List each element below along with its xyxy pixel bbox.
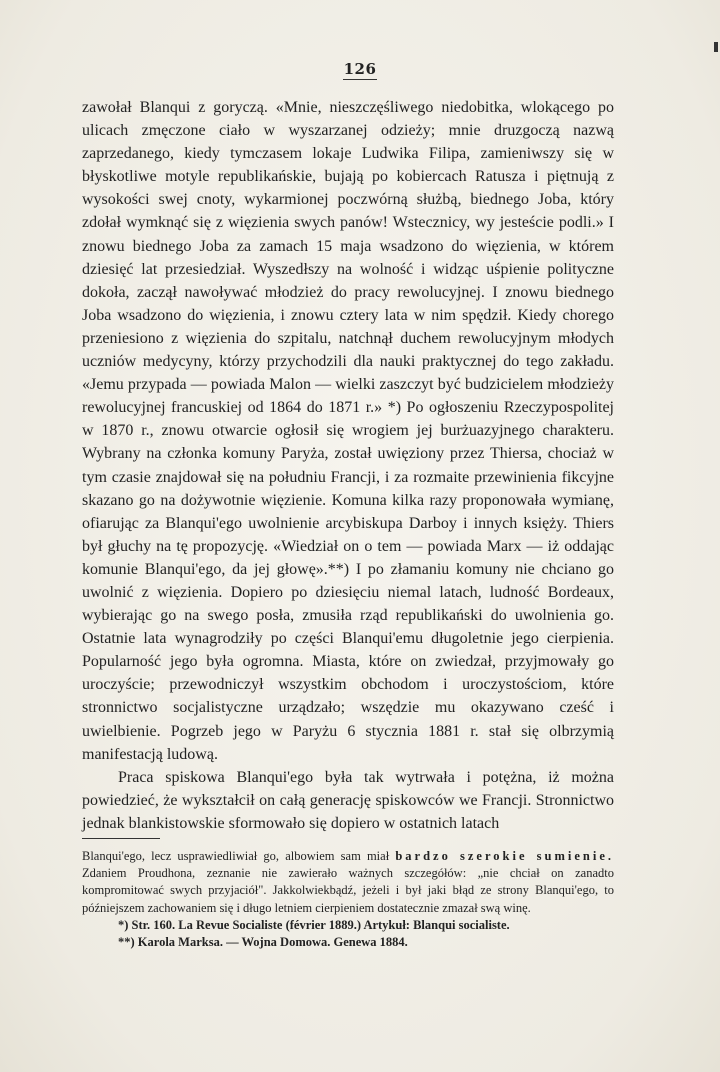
- footnote-continuation: [82, 848, 614, 917]
- page-number: [0, 60, 720, 80]
- paragraph-2: Praca spiskowa Blanqui'ego była tak wytrwała i potężna, iż można powiedzieć, że wykształcił on całą generację spiskowców we Francji. Stronnictwo jednak blankistowskie sformowało się dopiero w ostatnich latach: [82, 768, 614, 832]
- footnote-1: *) Str. 160. La Revue Socialiste (février 1889.) Artykuł: Blanqui socialiste.: [118, 917, 510, 932]
- footnote-continuation-end: Zdaniem Proudhona, zeznanie nie zawierało ważnych szczegółów: „nie chciał on zanadto kompromitować swych przyjaciół". Jakkolwiekbądź, jeżeli i był jaki błąd ze strony Blanqui'ego, to późniejszem zachowaniem się i długo letniem cierpieniem dostatecznie zmazał swą winę.: [82, 866, 614, 915]
- paragraph-1: zawołał Blanqui z goryczą. «Mnie, nieszczęśliwego niedobitka, wlokącego po ulicach zmęczone ciało w wyszarzanej odzieży; mnie druzgoczą nazwą zaprzedanego, kiedy tymczasem lokaje Ludwika Filipa, zamieniwszy się w błyskotliwe motyle republikańskie, bujają po kobiercach Ratusza i piętnują z wysokości swej cnoty, wykarmionej poczwórną służbą, biednego Joba, który zdołał wymknąć się z więzienia swych panów! Wstecznicy, wy jesteście podli.» I znowu biednego Joba za zamach 15 maja wsadzono do więzienia, w którem dziesięć lat przesiedział. Wyszedłszy na wolność i widząc uśpienie polityczne dokoła, zaczął nawoływać młodzież do pracy rewolucyjnej. I znowu biednego Joba wsadzono do więzienia, i znowu cztery lata w nim spędził. Kiedy chorego przeniesiono z więzienia do szpitalu, natchnął duchem rewolucyjnym młodych uczniów medycyny, którzy przychodzili dla nauki praktycznej do tego zakładu. «Jemu przypada — powiada Malon — wielki zaszczyt być budzicielem młodzieży rewolucyjnej francuskiej od 1864 do 1871 r.» *) Po ogłoszeniu Rzeczypospolitej w 1870 r., znowu otwarcie ogłosił się wrogiem jej burżuazyjnego charakteru. Wybrany na członka komuny Paryża, został uwięziony przez Thiersa, chociaż w tym czasie znajdował się na południu Francji, i za rozmaite przewinienia fikcyjne skazano go na dożywotnie więzienie. Komuna kilka razy proponowała wymianę, ofiarując za Blanqui'ego uwolnienie arcybiskupa Darboy i innych księży. Thiers był głuchy na tę propozycję. «Wiedział on o tem — powiada Marx — iż oddając komunie Blanqui'ego, da jej głowę».**) I po złamaniu komuny nie chciano go uwolnić z więzienia. Dopiero po dziesięciu niemal latach, ludność Bordeaux, wybierając go na swego posła, zmusiła rząd republikański do uwolnienia go. Ostatnie lata wynagrodziły po części Blanqui'emu długoletnie jego cierpienia. Popularność jego była ogromna. Miasta, które on zwiedzał, przyjmowały go uroczyście; przewodniczył wszystkim obchodom i uroczystościom, które stronnictwo socjalistyczne urządzało; wszędzie mu okazywano cześć i uwielbienie. Pogrzeb jego w Paryżu 6 stycznia 1881 r. stał się olbrzymią manifestacją ludową.: [82, 99, 614, 763]
- footnote-continuation-start: Blanqui'ego, lecz usprawiedliwiał go, albowiem sam miał: [82, 849, 390, 863]
- footnote-emphasis: bardzo szerokie sumienie.: [395, 849, 614, 863]
- margin-mark: [714, 42, 718, 52]
- page-number-text: 126: [343, 60, 377, 78]
- footnotes: [82, 848, 614, 951]
- main-text: [82, 96, 614, 835]
- footnote-2: **) Karola Marksa. — Wojna Domowa. Genewa 1884.: [118, 935, 408, 950]
- footnote-rule: [82, 838, 160, 839]
